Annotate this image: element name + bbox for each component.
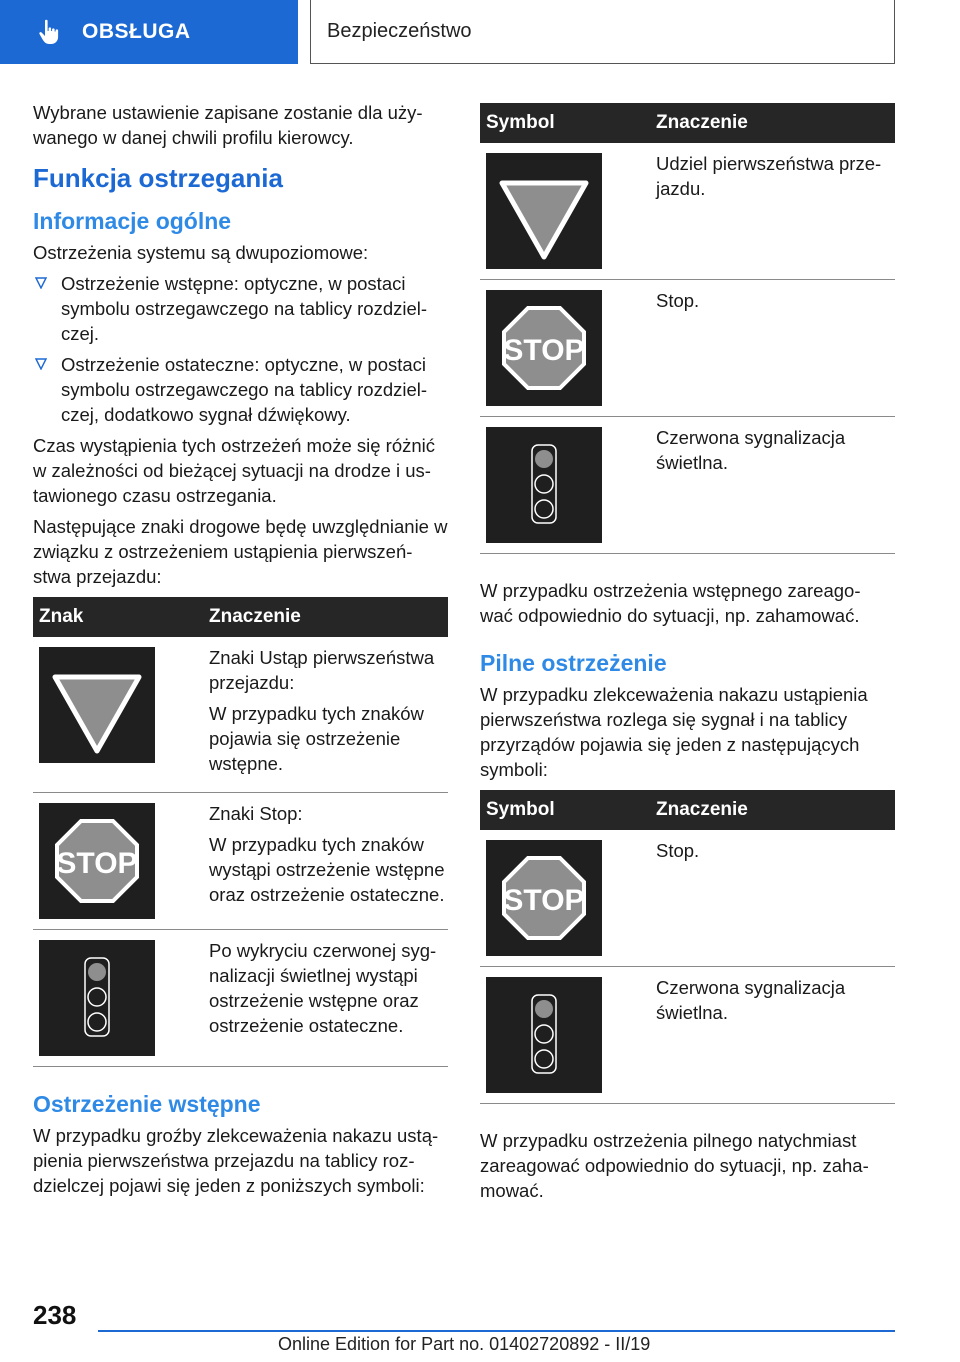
svg-text:STOP: STOP [56, 847, 138, 880]
svg-text:STOP: STOP [503, 884, 585, 917]
page-title: Bezpieczeństwo [310, 0, 895, 64]
warning-levels-list [33, 271, 448, 427]
urgent-warning-react-paragraph: W przypadku ostrzeżenia pilnego natychmiast zareagować odpowiednio do sytuacji, np. zaha- mować. [480, 1130, 869, 1201]
table-row [33, 930, 448, 1067]
table-header-row [480, 790, 895, 830]
stop-sign-icon [486, 290, 602, 406]
table-header-row [33, 597, 448, 637]
column-header: Znak [33, 597, 189, 637]
meaning-text: W przypadku tych znaków pojawia się ostrzeżenie wstępne. [209, 703, 424, 774]
column-header: Znaczenie [636, 790, 895, 830]
footer-edition: Online Edition for Part no. 01402720892 - II/19 [278, 1334, 651, 1354]
right-column [480, 103, 895, 1209]
heading-pre-warning: Ostrzeżenie wstępne [33, 1091, 261, 1117]
column-header: Znaczenie [636, 103, 895, 143]
footer-divider [98, 1330, 895, 1332]
column-header: Znaczenie [189, 597, 448, 637]
meaning-text: Po wykryciu czerwonej syg- nalizacji świetlnej wystąpi ostrzeżenie wstępne oraz ostrzeżenie ostateczne. [209, 940, 437, 1036]
section-label: OBSŁUGA [82, 20, 191, 43]
pre-warning-symbols-table [480, 103, 895, 554]
table-row [480, 143, 895, 280]
yield-sign-icon [486, 153, 602, 269]
table-row [480, 967, 895, 1104]
left-column [33, 100, 448, 1204]
triangle-bullet-icon [35, 277, 47, 289]
signs-table [33, 597, 448, 1067]
list-item: Ostrzeżenie ostateczne: optyczne, w postaci symbolu ostrzegawczego na tablicy rozdziel- czej, dodatkowo sygnał dźwiękowy. [33, 352, 448, 427]
pre-warning-react-paragraph: W przypadku ostrzeżenia wstępnego zareago- wać odpowiednio do sytuacji, np. zahamować. [480, 580, 861, 626]
traffic-light-icon [486, 427, 602, 543]
table-row [33, 793, 448, 930]
column-header: Symbol [480, 103, 636, 143]
signs-paragraph: Następujące znaki drogowe będę uwzględnianie w związku z ostrzeżeniem ustąpienia pierwszeń- stwa przejazdu: [33, 516, 448, 587]
intro-paragraph: Wybrane ustawienie zapisane zostanie dla uży- wanego w danej chwili profilu kierowcy. [33, 102, 423, 148]
time-paragraph: Czas wystąpienia tych ostrzeżeń może się różnić w zależności od bieżącej sytuacji na drodze i us- tawionego czasu ostrzegania. [33, 435, 436, 506]
urgent-warning-symbols-table [480, 790, 895, 1104]
hand-pointer-icon [36, 17, 66, 47]
traffic-light-icon [486, 977, 602, 1093]
table-row [33, 637, 448, 793]
meaning-text: Znaki Stop: [209, 803, 303, 824]
meaning-text: Udziel pierwszeństwa prze- jazdu. [656, 153, 882, 199]
table-header-row [480, 103, 895, 143]
meaning-text: Czerwona sygnalizacja świetlna. [656, 977, 846, 1023]
meaning-text: Stop. [656, 290, 700, 311]
page-number: 238 [33, 1300, 77, 1330]
heading-general-info: Informacje ogólne [33, 208, 232, 234]
table-row [480, 830, 895, 967]
meaning-text: Stop. [656, 840, 700, 861]
levels-intro: Ostrzeżenia systemu są dwupoziomowe: [33, 242, 369, 263]
svg-text:STOP: STOP [503, 334, 585, 367]
pre-warning-paragraph: W przypadku groźby zlekceważenia nakazu ustą- pienia pierwszeństwa przejazdu na tablicy roz- dzielczej pojawi się jeden z poniższych symboli: [33, 1125, 439, 1196]
urgent-warning-paragraph: W przypadku zlekceważenia nakazu ustąpienia pierwszeństwa rozlega się sygnał i na tablicy przyrządów pojawia się jeden z następujących symboli: [480, 684, 868, 780]
table-row [480, 280, 895, 417]
meaning-text: Czerwona sygnalizacja świetlna. [656, 427, 846, 473]
stop-sign-icon [39, 803, 155, 919]
triangle-bullet-icon [35, 358, 47, 370]
column-header: Symbol [480, 790, 636, 830]
stop-sign-icon [486, 840, 602, 956]
heading-warning-function: Funkcja ostrzegania [33, 163, 283, 193]
yield-sign-icon [39, 647, 155, 763]
list-item: Ostrzeżenie wstępne: optyczne, w postaci symbolu ostrzegawczego na tablicy rozdziel- czej. [33, 271, 448, 346]
section-tab [0, 0, 298, 64]
meaning-text: W przypadku tych znaków wystąpi ostrzeżenie wstępne oraz ostrzeżenie ostateczne. [209, 834, 445, 905]
table-row [480, 417, 895, 554]
traffic-light-icon [39, 940, 155, 1056]
meaning-text: Znaki Ustąp pierwszeństwa przejazdu: [209, 647, 435, 693]
heading-urgent-warning: Pilne ostrzeżenie [480, 650, 667, 676]
